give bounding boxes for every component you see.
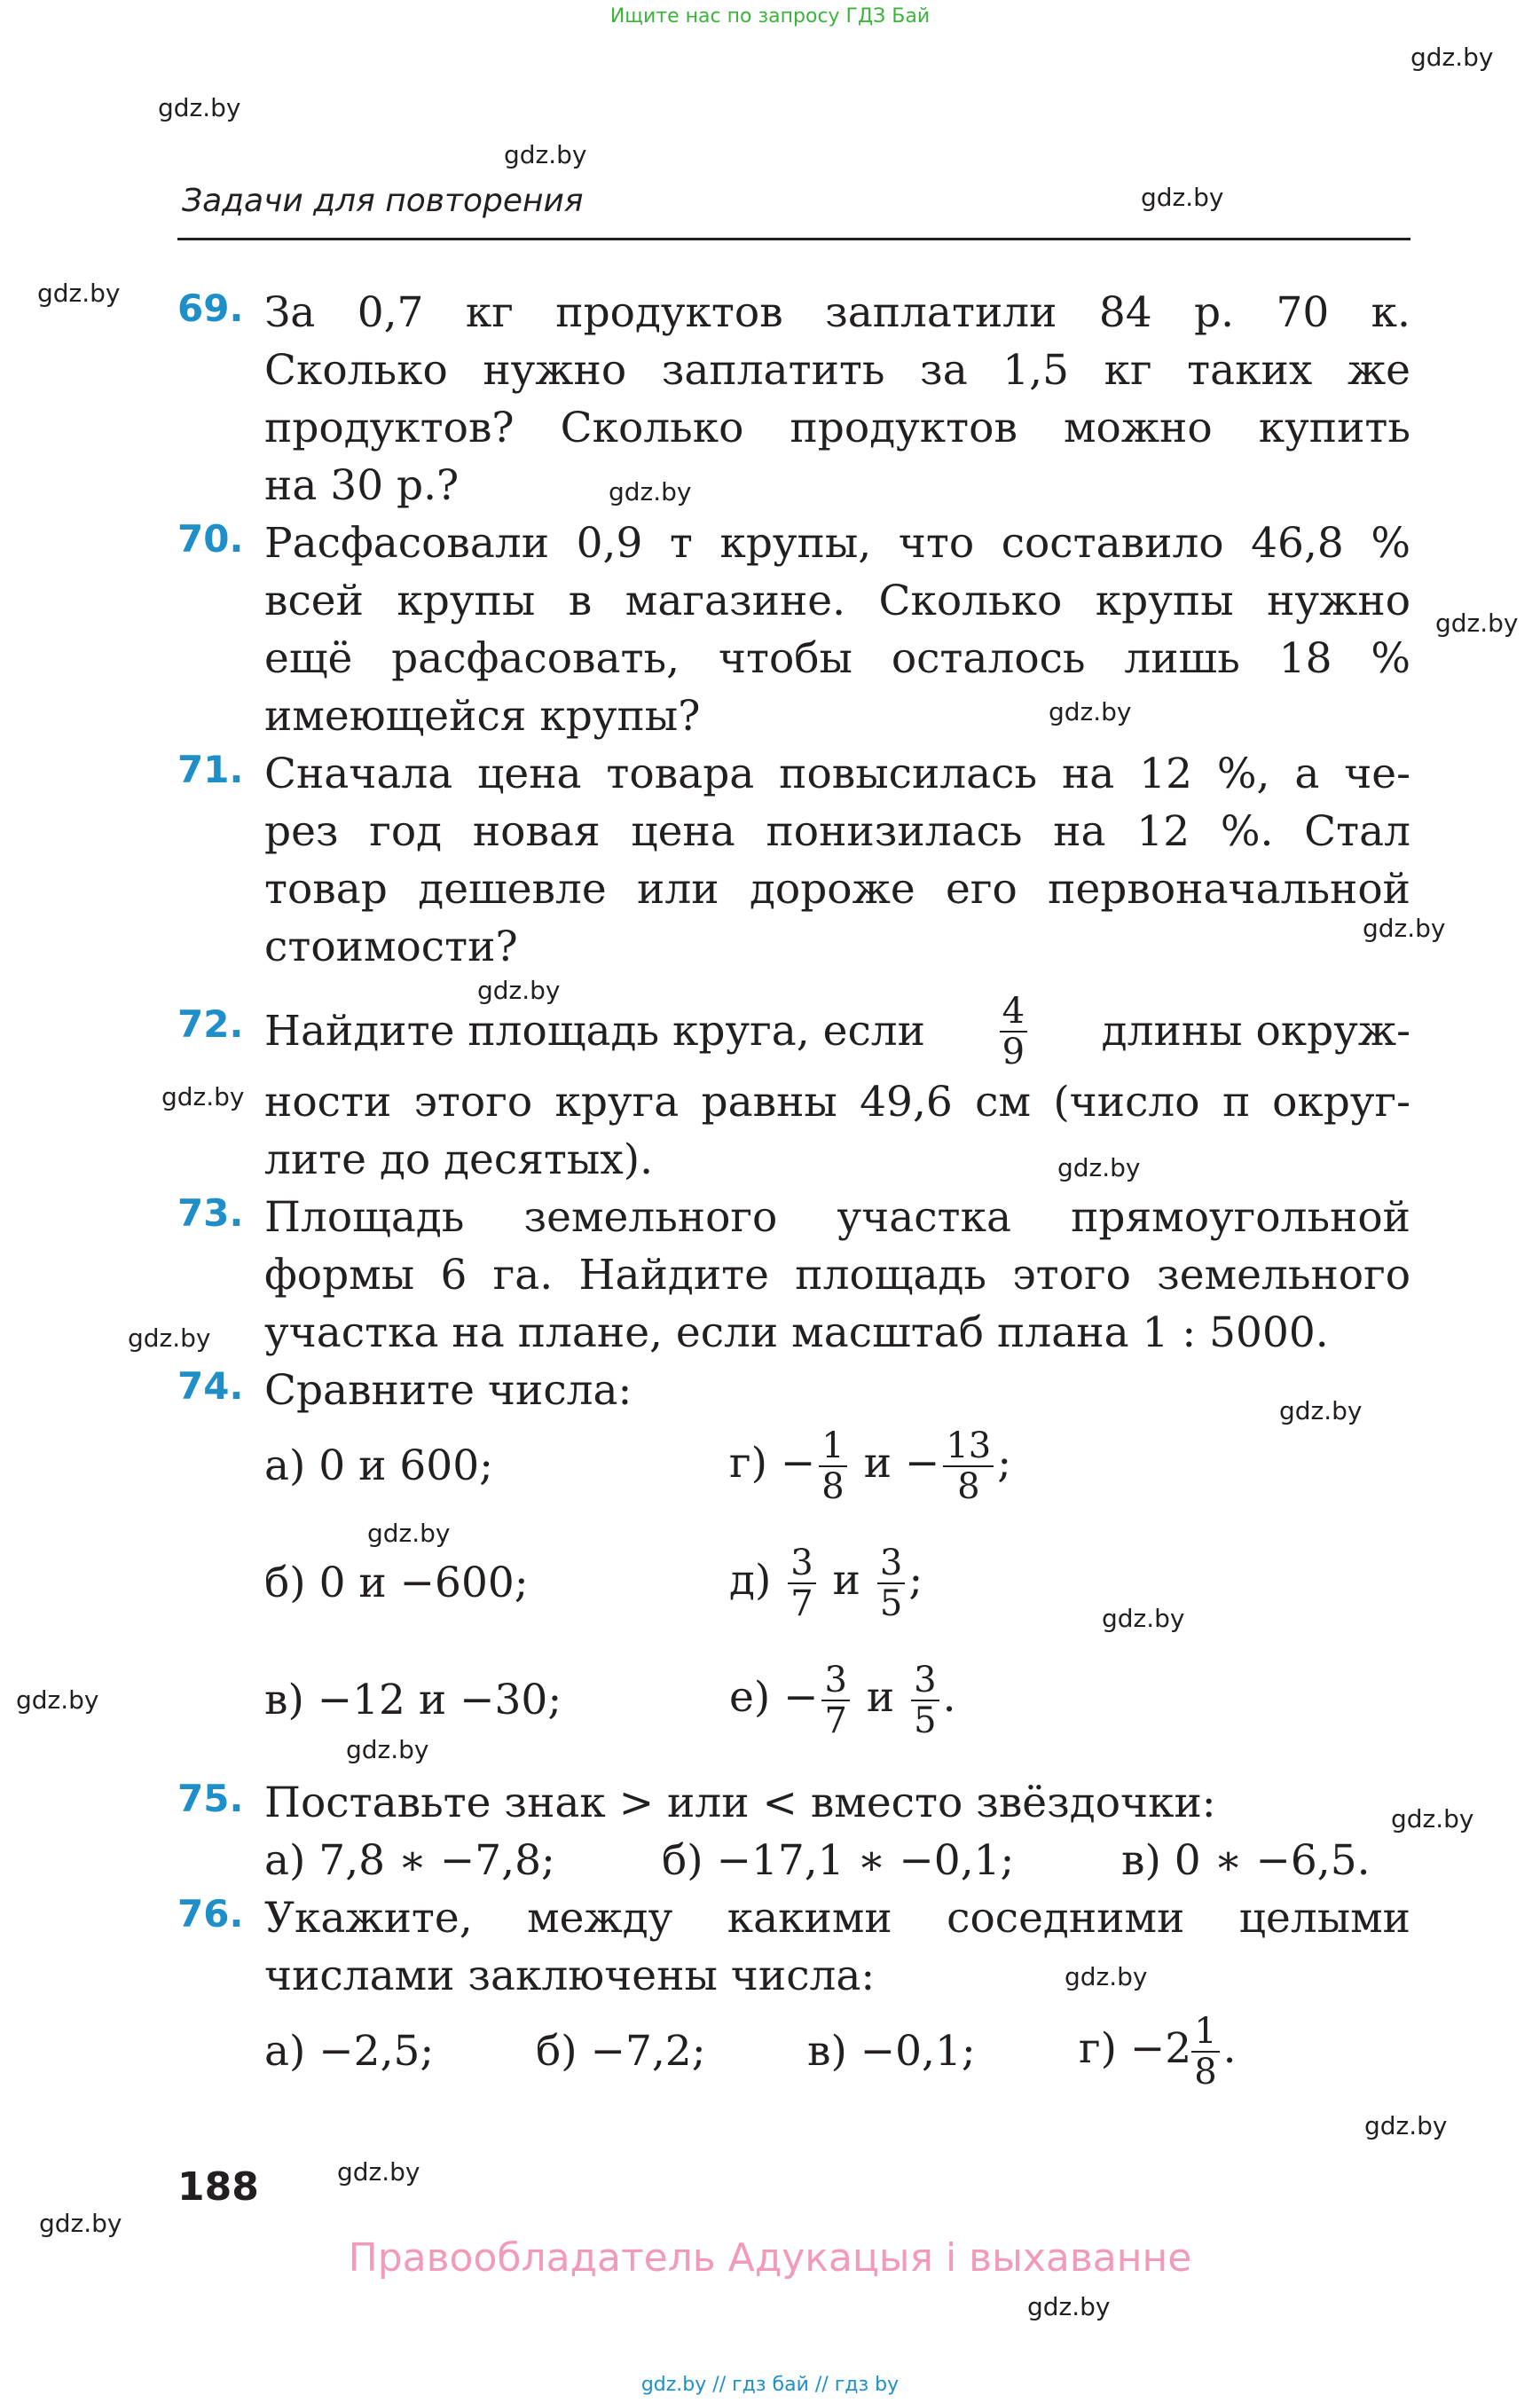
problem-text: лите до десятых). [264, 1135, 654, 1184]
option-text: и − [863, 1439, 940, 1488]
option-a: а) 0 и 600; [264, 1441, 493, 1490]
numerator: 4 [1000, 992, 1027, 1033]
fraction [819, 1426, 846, 1506]
fraction [877, 1543, 905, 1623]
option-label: д) [729, 1556, 772, 1605]
numerator: 1 [1191, 2012, 1219, 2053]
fraction [821, 1661, 849, 1740]
watermark: gdz.by [161, 1082, 245, 1111]
numerator: 1 [819, 1426, 846, 1467]
problem-number: 73. [177, 1191, 244, 1235]
option-a: а) −2,5; [264, 2027, 435, 2076]
problem-number: 75. [177, 1777, 244, 1820]
problem-number: 74. [177, 1364, 244, 1408]
problem-text: рез год новая цена понизилась на 12 %. Стал [264, 807, 1410, 856]
problem-text: длины окруж- [1101, 1007, 1410, 1056]
denominator: 5 [879, 1583, 903, 1624]
page-number: 188 [177, 2164, 259, 2210]
problem-number: 70. [177, 517, 244, 561]
problem-text: Поставьте знак > или < вместо звёздочки: [264, 1779, 1216, 1827]
problem-text: товар дешевле или дороже его первоначальной [264, 865, 1410, 914]
watermark: gdz.by [158, 93, 241, 122]
fraction [911, 1661, 939, 1740]
problem-text: Сравните числа: [264, 1366, 632, 1415]
watermark: gdz.by [1141, 183, 1224, 212]
problem-text: всей крупы в магазине. Сколько крупы нужно [264, 577, 1410, 625]
watermark: gdz.by [477, 976, 561, 1005]
watermark: gdz.by [1049, 697, 1132, 726]
denominator: 7 [790, 1583, 813, 1624]
watermark: gdz.by [39, 2209, 122, 2238]
section-title: Задачи для повторения [182, 183, 584, 219]
option-e [729, 1649, 956, 1747]
option-text: и [866, 1673, 895, 1722]
numerator: 3 [877, 1543, 905, 1584]
top-banner: Ищите нас по запросу ГДЗ Бай [609, 5, 931, 27]
option-text: . [1222, 2024, 1237, 2073]
numerator: 3 [788, 1543, 815, 1584]
option-v: в) −0,1; [807, 2027, 976, 2076]
problem-number: 76. [177, 1892, 244, 1936]
option-b: б) −17,1 ∗ −0,1; [662, 1836, 1015, 1885]
header-rule [177, 238, 1410, 240]
watermark: gdz.by [504, 140, 587, 169]
option-b: б) −7,2; [536, 2027, 706, 2076]
problem-text: Сначала цена товара повысилась на 12 %, а че- [264, 750, 1410, 798]
problem-number: 71. [177, 748, 244, 791]
watermark: gdz.by [1410, 43, 1494, 72]
problem-number: 72. [177, 1002, 244, 1046]
numerator: 3 [821, 1661, 849, 1701]
problem-text: Найдите площадь круга, если [264, 1007, 925, 1056]
option-g [729, 1415, 1011, 1512]
option-text: . [942, 1673, 956, 1722]
option-b: б) 0 и −600; [264, 1559, 529, 1607]
problem-text: имеющейся крупы? [264, 692, 701, 741]
problem-text: ности этого круга равны 49,6 см (число π округ- [264, 1078, 1410, 1127]
watermark: gdz.by [337, 2157, 420, 2187]
watermark: gdz.by [1391, 1804, 1474, 1834]
option-label: г) −2 [1079, 2024, 1192, 2073]
denominator: 7 [824, 1700, 847, 1741]
watermark: gdz.by [346, 1735, 429, 1764]
option-text: ; [997, 1439, 1012, 1488]
fraction [788, 1543, 815, 1623]
fraction [1191, 2012, 1219, 2092]
denominator: 8 [957, 1466, 980, 1507]
fraction [1000, 992, 1027, 1072]
denominator: 5 [914, 1700, 937, 1741]
option-g [1079, 2000, 1237, 2098]
denominator: 8 [1194, 2052, 1217, 2093]
problem-text: За 0,7 кг продуктов заплатили 84 р. 70 к. [264, 288, 1410, 337]
footer-links[interactable]: gdz.by // гдз бай // гдз by [640, 2374, 900, 2396]
problem-text: продуктов? Сколько продуктов можно купить [264, 404, 1410, 452]
problem-text: ещё расфасовать, чтобы осталось лишь 18 % [264, 634, 1410, 683]
denominator: 9 [1002, 1032, 1025, 1072]
problem-number: 69. [177, 287, 244, 330]
numerator: 3 [911, 1661, 939, 1701]
option-v: в) 0 ∗ −6,5. [1121, 1836, 1371, 1885]
fraction [943, 1426, 994, 1506]
option-label: г) − [729, 1439, 816, 1488]
option-d [729, 1532, 923, 1629]
watermark: gdz.by [1065, 1962, 1148, 1991]
numerator: 13 [943, 1426, 994, 1467]
problem-text: Укажите, между какими соседними целыми [264, 1894, 1410, 1943]
watermark: gdz.by [1435, 609, 1519, 638]
problem-text: числами заключены числа: [264, 1951, 876, 2000]
problem-text: на 30 р.? [264, 461, 460, 510]
watermark: gdz.by [16, 1685, 99, 1715]
option-text: ; [908, 1556, 923, 1605]
option-a: а) 7,8 ∗ −7,8; [264, 1836, 555, 1885]
problem-text: участка на плане, если масштаб плана 1 : 5000. [264, 1308, 1329, 1357]
watermark: gdz.by [1279, 1396, 1363, 1425]
denominator: 8 [821, 1466, 845, 1507]
problem-text-row [264, 983, 1410, 1080]
watermark: gdz.by [1027, 2292, 1111, 2321]
problem-text: стоимости? [264, 923, 518, 971]
option-text: и [832, 1556, 860, 1605]
watermark: gdz.by [1364, 2111, 1448, 2140]
rights-holder: Правообладатель Адукацыя і выхаванне [348, 2235, 1192, 2281]
problem-text: Площадь земельного участка прямоугольной [264, 1193, 1410, 1242]
option-label: е) − [729, 1673, 819, 1722]
watermark: gdz.by [1363, 914, 1446, 943]
problem-text: Сколько нужно заплатить за 1,5 кг таких же [264, 346, 1410, 395]
problem-text: Расфасовали 0,9 т крупы, что составило 46,8 % [264, 519, 1410, 568]
problem-text: формы 6 га. Найдите площадь этого земельного [264, 1251, 1410, 1300]
watermark: gdz.by [609, 477, 692, 507]
option-v: в) −12 и −30; [264, 1676, 562, 1724]
watermark: gdz.by [1057, 1153, 1141, 1182]
watermark: gdz.by [367, 1519, 451, 1548]
watermark: gdz.by [128, 1323, 211, 1353]
watermark: gdz.by [1102, 1604, 1185, 1633]
watermark: gdz.by [37, 279, 121, 308]
